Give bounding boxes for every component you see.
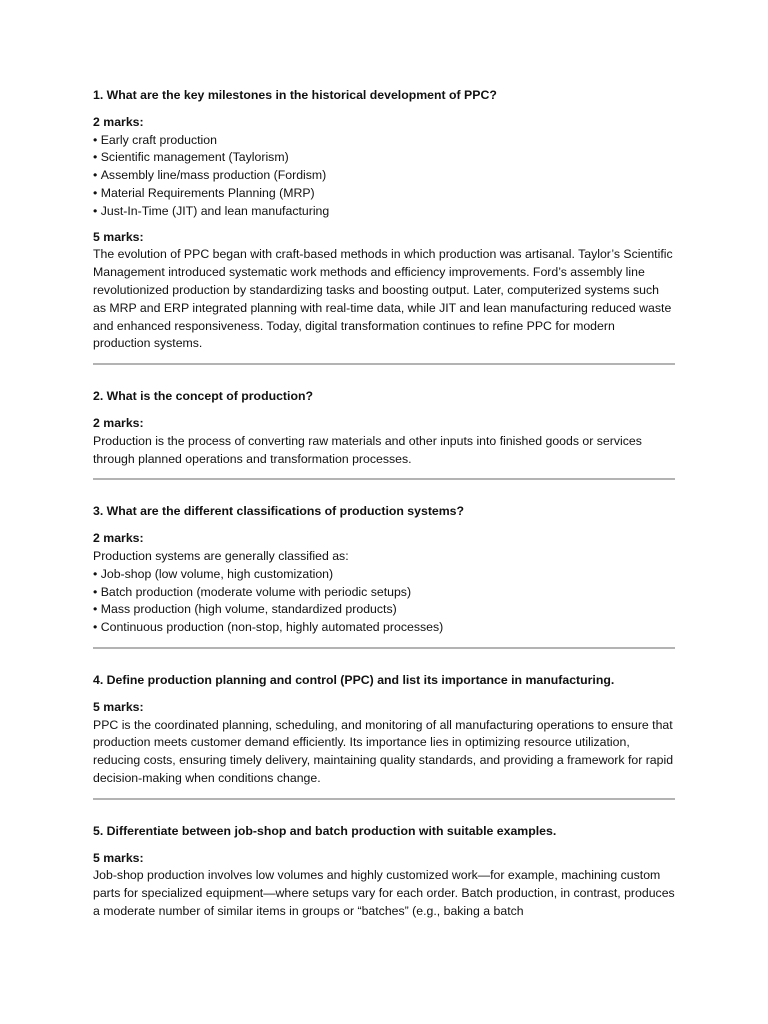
marks-label: 5 marks: bbox=[93, 229, 144, 244]
marks-label: 2 marks: bbox=[93, 415, 144, 430]
answer-text: Production is the process of converting raw materials and other inputs into finished goods or services through planned operations and transformation processes. bbox=[93, 433, 642, 466]
question-1 bbox=[93, 87, 675, 353]
section-divider bbox=[93, 363, 675, 365]
answer-list bbox=[93, 132, 675, 221]
list-item: • Job-shop (low volume, high customization) bbox=[93, 566, 675, 584]
list-item: • Just-In-Time (JIT) and lean manufacturing bbox=[93, 203, 675, 221]
question-3 bbox=[93, 503, 675, 637]
question-3-title: 3. What are the different classifications of production systems? bbox=[93, 504, 465, 519]
question-1-five-marks bbox=[93, 229, 675, 354]
marks-label: 2 marks: bbox=[93, 531, 144, 546]
answer-text: Production systems are generally classified as: bbox=[93, 548, 349, 563]
question-4-title: 4. Define production planning and control (PPC) and list its importance in manufacturing. bbox=[93, 672, 615, 687]
list-item: • Material Requirements Planning (MRP) bbox=[93, 185, 675, 203]
answer-list bbox=[93, 566, 675, 637]
list-item: • Scientific management (Taylorism) bbox=[93, 149, 675, 167]
question-1-two-marks bbox=[93, 114, 675, 221]
document-page bbox=[93, 87, 675, 921]
list-item: • Early craft production bbox=[93, 132, 675, 150]
list-item: • Mass production (high volume, standardized products) bbox=[93, 601, 675, 619]
question-2 bbox=[93, 388, 675, 468]
section-divider bbox=[93, 478, 675, 480]
section-divider bbox=[93, 798, 675, 800]
list-item: • Assembly line/mass production (Fordism) bbox=[93, 167, 675, 185]
question-4 bbox=[93, 672, 675, 788]
section-divider bbox=[93, 647, 675, 649]
question-5-title: 5. Differentiate between job-shop and batch production with suitable examples. bbox=[93, 823, 557, 838]
marks-label: 5 marks: bbox=[93, 850, 144, 865]
marks-label: 2 marks: bbox=[93, 114, 144, 129]
list-item: • Continuous production (non-stop, highly automated processes) bbox=[93, 619, 675, 637]
question-2-title: 2. What is the concept of production? bbox=[93, 389, 313, 404]
list-item: • Batch production (moderate volume with periodic setups) bbox=[93, 584, 675, 602]
question-4-five-marks bbox=[93, 699, 675, 788]
marks-label: 5 marks: bbox=[93, 699, 144, 714]
question-2-two-marks bbox=[93, 415, 675, 468]
answer-text: PPC is the coordinated planning, scheduling, and monitoring of all manufacturing operations to ensure that production meets customer demand efficiently. Its importance lies in optimizing resource utilization, reducing costs, ensuring timely delivery, maintaining quality standards, and providing a framework for rapid decision-making when conditions change. bbox=[93, 717, 674, 785]
answer-text: Job-shop production involves low volumes and highly customized work—for example, machining custom parts for specialized equipment—where setups vary for each order. Batch production, in contrast, produces a moderate number of similar items in groups or “batches” (e.g., baking a batch bbox=[93, 868, 675, 918]
question-5 bbox=[93, 823, 675, 921]
question-1-title: 1. What are the key milestones in the historical development of PPC? bbox=[93, 88, 497, 102]
question-3-two-marks bbox=[93, 530, 675, 637]
answer-text: The evolution of PPC began with craft-based methods in which production was artisanal. Taylor’s Scientific Management introduced systematic work methods and efficiency improvements. Ford’s assembly line revolutionized production by standardizing tasks and boosting output. Later, computerized systems such as MRP and ERP integrated planning with real-time data, while JIT and lean manufacturing reduced waste and enhanced responsiveness. Today, digital transformation continues to refine PPC for modern production systems. bbox=[93, 247, 673, 351]
question-5-five-marks bbox=[93, 850, 675, 921]
